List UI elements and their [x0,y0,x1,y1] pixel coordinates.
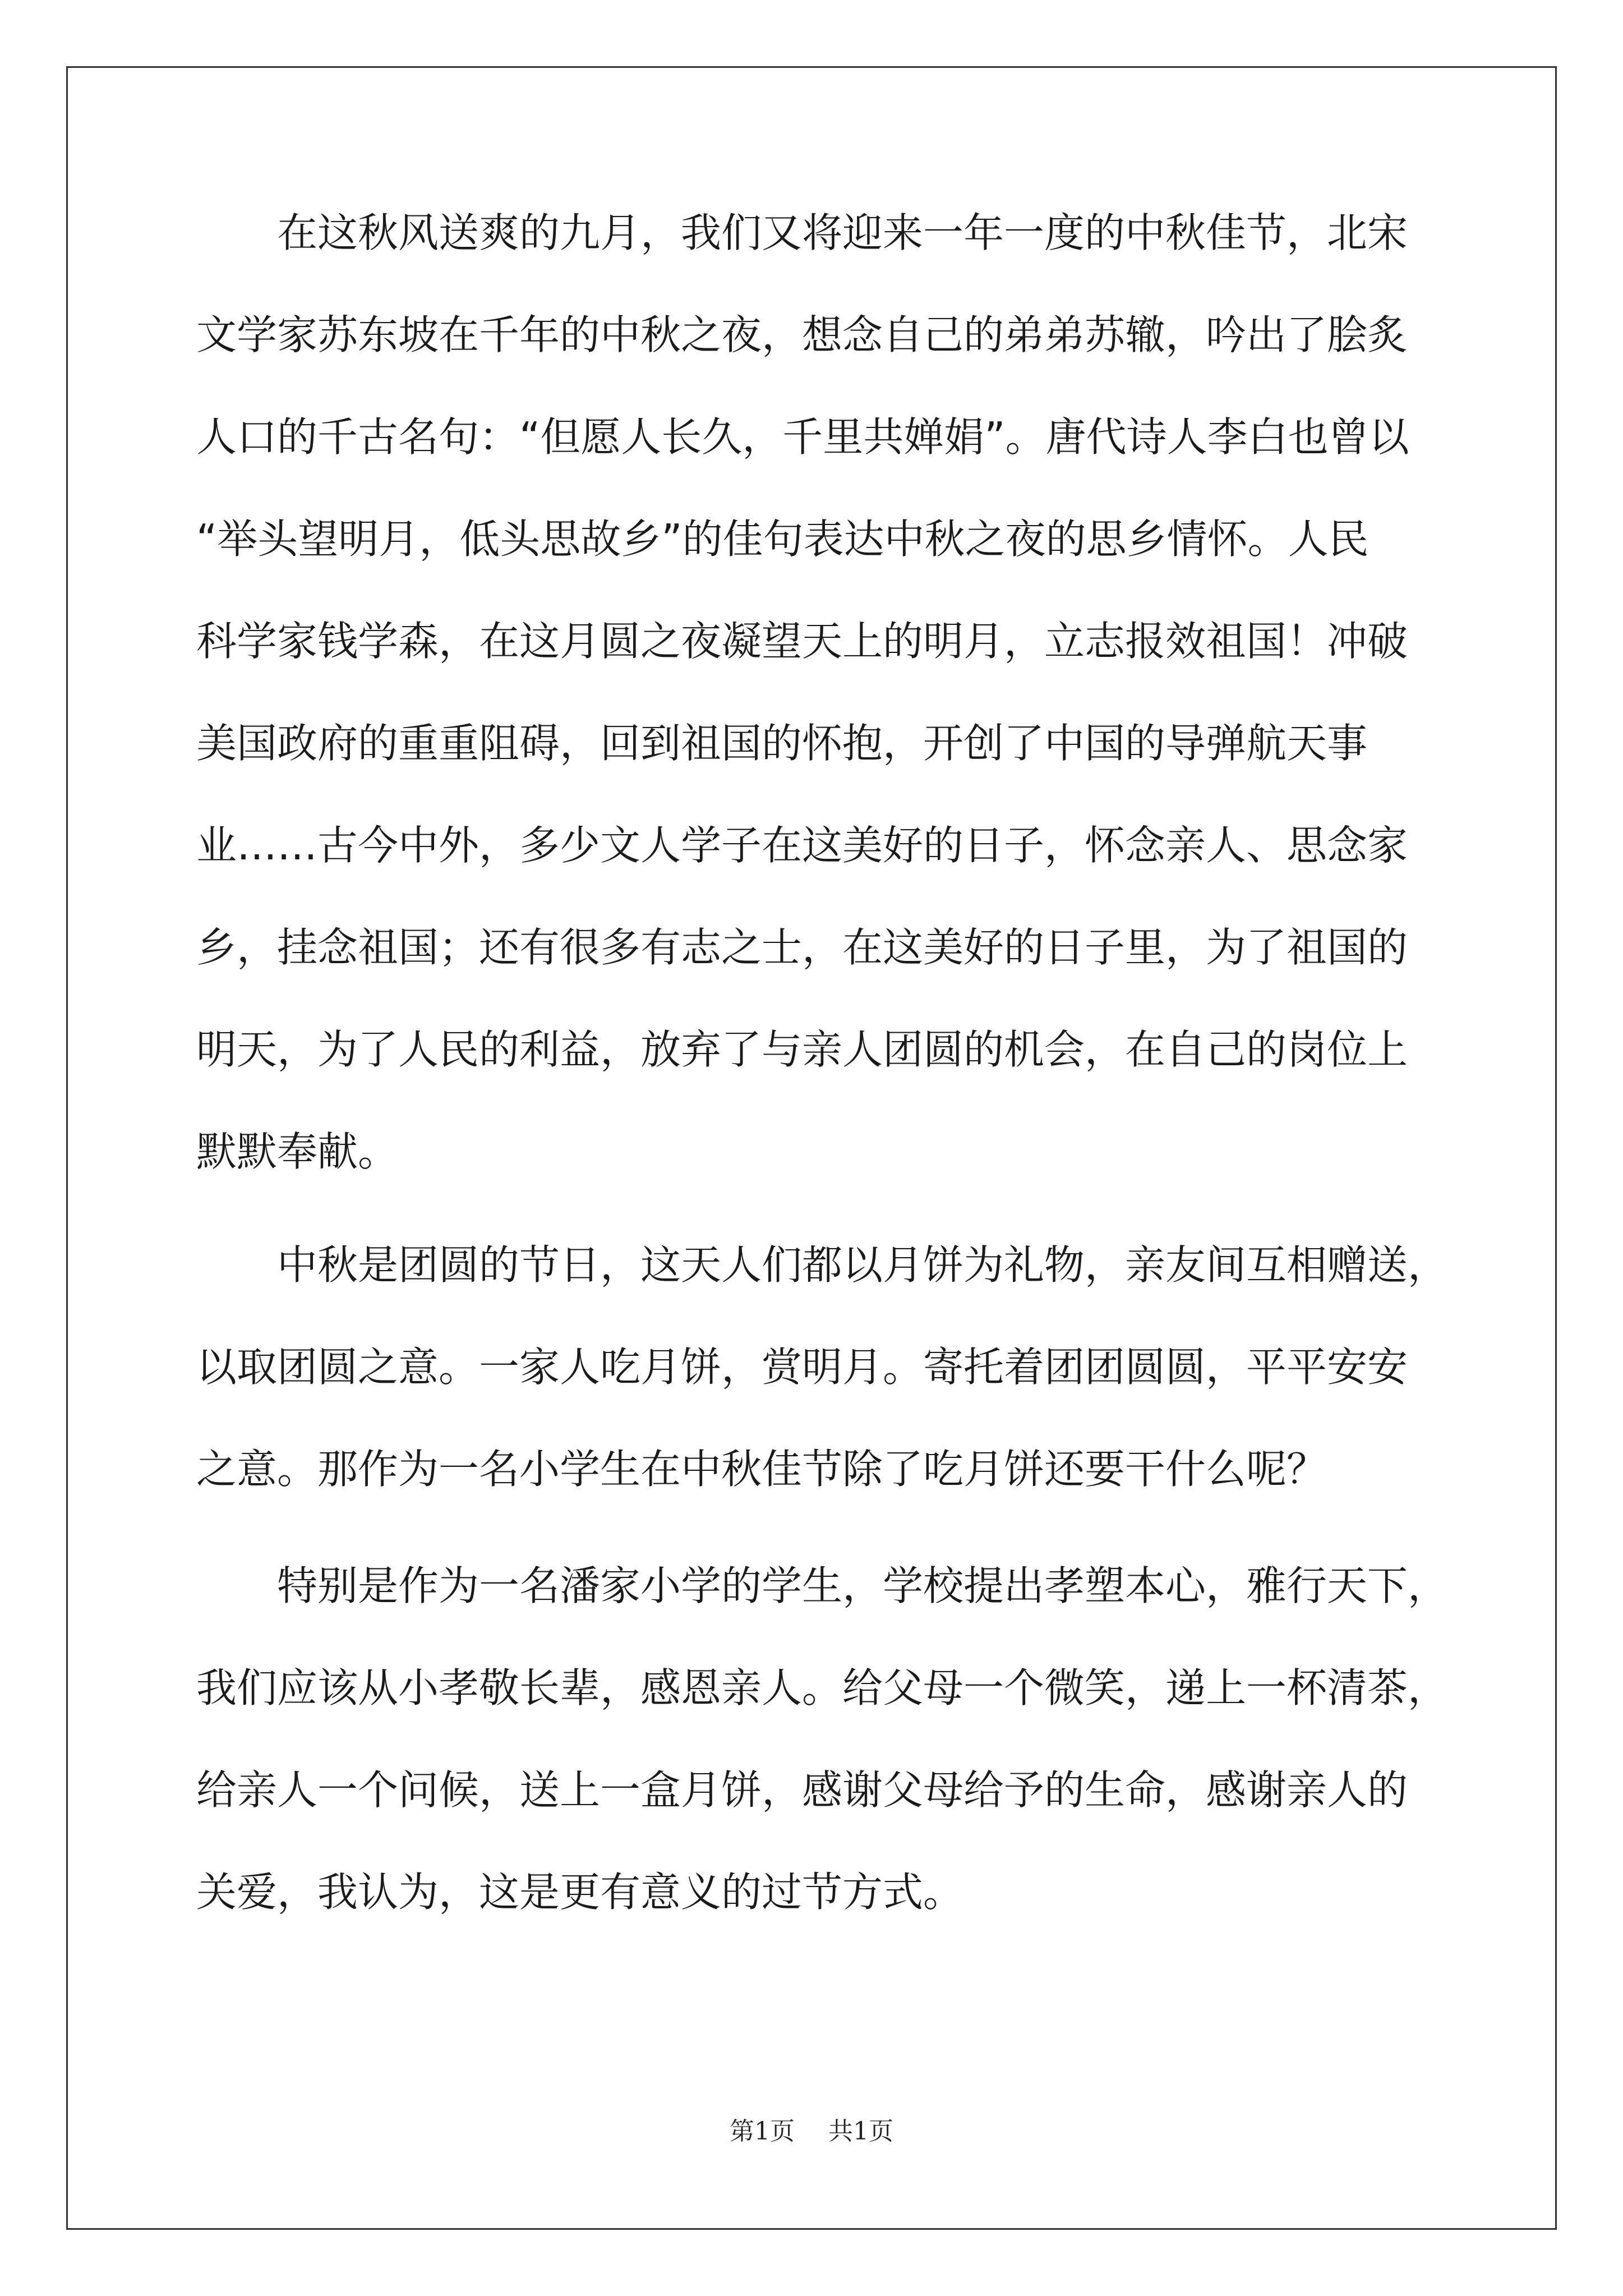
paragraph-1-line-2: 文学家苏东坡在千年的中秋之夜，想念自己的弟弟苏辙，吟出了脍炙 [196,311,1408,358]
paragraph-3-line-3: 给亲人一个问候，送上一盒月饼，感谢父母给予的生命，感谢亲人的 [196,1766,1408,1814]
paragraph-2-line-1: 中秋是团圆的节日，这天人们都以月饼为礼物，亲友间互相赠送， [196,1241,1449,1289]
paragraph-1-line-5: 科学家钱学森，在这月圆之夜凝望天上的明月，立志报效祖国！冲破 [196,618,1408,665]
paragraph-1-line-10: 默默奉献。 [196,1128,399,1175]
page-footer [0,2111,1623,2147]
paragraph-1-line-7: 业……古今中外，多少文人学子在这美好的日子，怀念亲人、思念家 [196,822,1408,869]
paragraph-2-line-2: 以取团圆之意。一家人吃月饼，赏明月。寄托着团团圆圆，平平安安 [196,1343,1408,1391]
paragraph-1-line-3: 人口的千古名句：“但愿人长久，千里共婵娟”。唐代诗人李白也曾以 [196,413,1409,461]
paragraph-2-line-3: 之意。那作为一名小学生在中秋佳节除了吃月饼还要干什么呢？ [196,1446,1327,1493]
paragraph-3-line-1: 特别是作为一名潘家小学的学生，学校提出孝塑本心，雅行天下， [196,1562,1449,1609]
page-total: 共1页 [828,2117,893,2146]
paragraph-1-line-6: 美国政府的重重阻碍，回到祖国的怀抱，开创了中国的导弹航天事 [196,720,1368,767]
paragraph-3-line-2: 我们应该从小孝敬长辈，感恩亲人。给父母一个微笑，递上一杯清茶， [196,1664,1449,1711]
paragraph-1-line-8: 乡，挂念祖国；还有很多有志之士，在这美好的日子里，为了祖国的 [196,924,1408,971]
paragraph-1-line-9: 明天，为了人民的利益，放弃了与亲人团圆的机会，在自己的岗位上 [196,1026,1408,1073]
paragraph-1-line-1: 在这秋风送爽的九月，我们又将迎来一年一度的中秋佳节，北宋 [196,209,1408,256]
paragraph-3-line-4: 关爱，我认为，这是更有意义的过节方式。 [196,1869,964,1916]
page-number: 第1页 [730,2117,795,2146]
paragraph-1-line-4: “举头望明月，低头思故乡”的佳句表达中秋之夜的思乡情怀。人民 [196,516,1369,563]
